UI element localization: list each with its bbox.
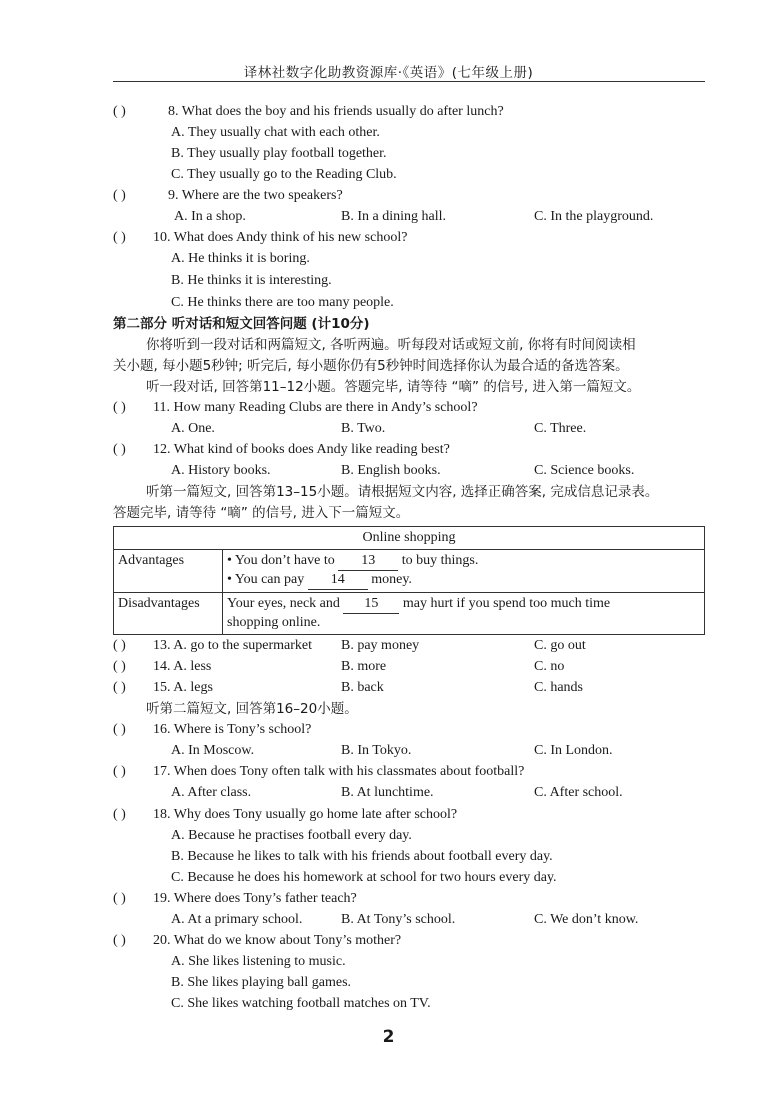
- disadvantages-label: Disadvantages: [114, 593, 223, 635]
- adv2-post: money.: [371, 572, 412, 587]
- option-c: C. no: [534, 659, 565, 674]
- table-title: Online shopping: [114, 527, 705, 550]
- option-c: C. After school.: [534, 785, 623, 800]
- option-b: B. Because he likes to talk with his friends about football every day.: [171, 849, 553, 864]
- page-header: 译林社数字化助教资源库·《英语》(七年级上册): [243, 65, 534, 81]
- question-stem: 18. Why does Tony usually go home late after school?: [153, 807, 458, 822]
- option-b: B. In Tokyo.: [341, 743, 412, 758]
- option-b: B. more: [341, 659, 387, 674]
- answer-paren[interactable]: ( ): [113, 230, 126, 245]
- option-b: B. back: [341, 680, 384, 695]
- section-title: 第二部分 听对话和短文回答问题 (计10分): [113, 316, 370, 332]
- option-b: B. They usually play football together.: [171, 146, 387, 161]
- question-stem: 9. Where are the two speakers?: [168, 188, 343, 203]
- advantages-label: Advantages: [114, 550, 223, 593]
- question-18: [113, 806, 457, 824]
- answer-paren[interactable]: ( ): [113, 400, 126, 415]
- answer-paren[interactable]: ( ): [113, 722, 126, 737]
- adv1-post: to buy things.: [401, 553, 479, 568]
- advantages-cell: [223, 550, 705, 593]
- dis-line-2: shopping online.: [227, 615, 321, 630]
- answer-paren[interactable]: ( ): [113, 188, 126, 203]
- option-a: 15. A. legs: [153, 680, 213, 695]
- question-stem: 8. What does the boy and his friends usually do after lunch?: [168, 104, 504, 119]
- option-a: A. They usually chat with each other.: [171, 125, 380, 140]
- option-a: A. At a primary school.: [171, 912, 303, 927]
- option-c: C. In the playground.: [534, 209, 654, 224]
- question-10: [113, 229, 407, 247]
- option-b: B. He thinks it is interesting.: [171, 273, 332, 288]
- option-b: B. At lunchtime.: [341, 785, 434, 800]
- option-a: A. Because he practises football every day.: [171, 828, 412, 843]
- option-b: B. pay money: [341, 638, 420, 653]
- passage1-instructions-2: 答题完毕, 请等待 “嘀” 的信号, 进入下一篇短文。: [113, 505, 410, 521]
- option-b: B. In a dining hall.: [341, 209, 446, 224]
- question-stem: 17. When does Tony often talk with his classmates about football?: [153, 764, 525, 779]
- option-b: B. Two.: [341, 421, 386, 436]
- dialogue-instructions: 听一段对话, 回答第11–12小题。答题完毕, 请等待 “嘀” 的信号, 进入第一篇短文。: [146, 379, 641, 395]
- question-stem: 20. What do we know about Tony’s mother?: [153, 933, 402, 948]
- option-c: C. Three.: [534, 421, 587, 436]
- option-a: A. After class.: [171, 785, 252, 800]
- answer-paren[interactable]: ( ): [113, 659, 126, 674]
- option-a: A. In Moscow.: [171, 743, 255, 758]
- question-stem: 11. How many Reading Clubs are there in Andy’s school?: [153, 400, 478, 415]
- option-a: A. In a shop.: [174, 209, 246, 224]
- option-c: C. hands: [534, 680, 583, 695]
- question-15: [113, 679, 213, 697]
- answer-paren[interactable]: ( ): [113, 933, 126, 948]
- passage2-instructions: 听第二篇短文, 回答第16–20小题。: [146, 701, 358, 717]
- question-11: [113, 399, 478, 417]
- option-c: C. In London.: [534, 743, 613, 758]
- question-8: [113, 103, 504, 121]
- option-c: C. Science books.: [534, 463, 635, 478]
- blank-13[interactable]: 13: [338, 552, 398, 571]
- option-a: A. History books.: [171, 463, 271, 478]
- answer-paren[interactable]: ( ): [113, 807, 126, 822]
- option-c: C. They usually go to the Reading Club.: [171, 167, 397, 182]
- instructions-line-2: 关小题, 每小题5秒钟; 听完后, 每小题你仍有5秒钟时间选择你认为最合适的备选答案。: [113, 358, 629, 374]
- adv2-text: • You can pay: [227, 572, 305, 587]
- adv1-text: • You don’t have to: [227, 553, 335, 568]
- question-14: [113, 658, 211, 676]
- question-20: [113, 932, 401, 950]
- question-stem: 19. Where does Tony’s father teach?: [153, 891, 357, 906]
- option-c: C. go out: [534, 638, 586, 653]
- dis-post: may hurt if you spend too much time: [402, 596, 611, 611]
- question-12: [113, 441, 450, 459]
- option-c: C. Because he does his homework at school for two hours every day.: [171, 870, 557, 885]
- question-16: [113, 721, 311, 739]
- question-9: [113, 187, 343, 205]
- page-number: 2: [382, 1027, 395, 1047]
- blank-14[interactable]: 14: [308, 571, 368, 590]
- option-b: B. At Tony’s school.: [341, 912, 456, 927]
- dis-text: Your eyes, neck and: [227, 596, 340, 611]
- option-b: B. English books.: [341, 463, 441, 478]
- option-a: 14. A. less: [153, 659, 212, 674]
- option-a: A. He thinks it is boring.: [171, 251, 310, 266]
- option-a: A. She likes listening to music.: [171, 954, 346, 969]
- answer-paren[interactable]: ( ): [113, 891, 126, 906]
- answer-paren[interactable]: ( ): [113, 680, 126, 695]
- question-19: [113, 890, 357, 908]
- answer-paren[interactable]: ( ): [113, 104, 126, 119]
- option-c: C. We don’t know.: [534, 912, 639, 927]
- question-17: [113, 763, 524, 781]
- info-record-table: [113, 526, 705, 635]
- question-stem: 12. What kind of books does Andy like reading best?: [153, 442, 450, 457]
- disadvantages-cell: [223, 593, 705, 635]
- option-c: C. He thinks there are too many people.: [171, 295, 394, 310]
- answer-paren[interactable]: ( ): [113, 764, 126, 779]
- question-13: [113, 637, 312, 655]
- question-stem: 16. Where is Tony’s school?: [153, 722, 312, 737]
- option-a: A. One.: [171, 421, 215, 436]
- option-b: B. She likes playing ball games.: [171, 975, 352, 990]
- passage1-instructions-1: 听第一篇短文, 回答第13–15小题。请根据短文内容, 选择正确答案, 完成信息记录表。: [146, 484, 659, 500]
- answer-paren[interactable]: ( ): [113, 638, 126, 653]
- header-rule: [113, 81, 705, 82]
- blank-15[interactable]: 15: [343, 595, 399, 614]
- instructions-line-1: 你将听到一段对话和两篇短文, 各听两遍。听每段对话或短文前, 你将有时间阅读相: [146, 337, 636, 353]
- option-a: 13. A. go to the supermarket: [153, 638, 313, 653]
- answer-paren[interactable]: ( ): [113, 442, 126, 457]
- question-stem: 10. What does Andy think of his new school?: [153, 230, 408, 245]
- option-c: C. She likes watching football matches on TV.: [171, 996, 431, 1011]
